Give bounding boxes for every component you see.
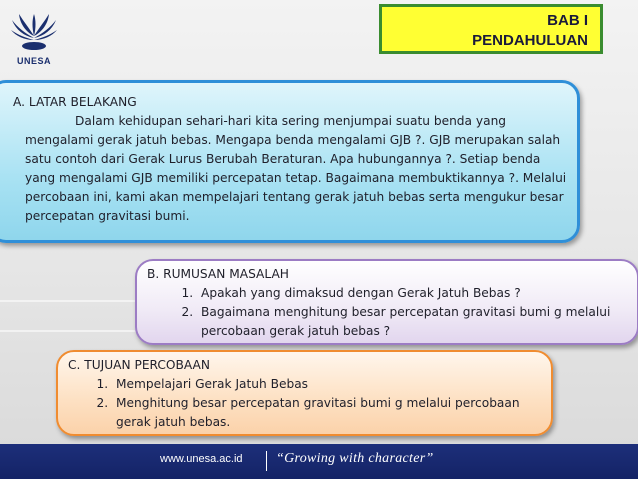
- section-heading: A. LATAR BELAKANG: [13, 95, 137, 109]
- footer-divider: [266, 451, 267, 471]
- unesa-logo: [10, 6, 58, 76]
- chapter-title-box: [379, 4, 603, 54]
- section-heading: B. RUMUSAN MASALAH: [147, 267, 289, 281]
- section-heading: C. TUJUAN PERCOBAAN: [68, 358, 210, 372]
- footer-tagline: “Growing with character”: [276, 451, 434, 466]
- list-item: 1. Mempelajari Gerak Jatuh Bebas: [112, 375, 541, 394]
- chapter-title: PENDAHULUAN: [472, 32, 588, 49]
- paragraph-first-line: Dalam kehidupan sehari-hari kita sering menjumpai suatu benda yang: [75, 114, 507, 128]
- paragraph-body: mengalami gerak jatuh bebas. Mengapa benda mengalami GJB ?. GJB merupakan salah satu contoh dari Gerak Lurus Berubah Beraturan. Apa hubungannya ?. Setiap benda yang mengalami GJB memiliki percepatan tetap. Bagaimana membuktikannya ?. Melalui percobaan ini, kami akan mempelajari tentang gerak jatuh bebas serta mengukur besar percepatan gravitasi bumi.: [25, 133, 567, 223]
- footer-url[interactable]: www.unesa.ac.id: [160, 453, 243, 465]
- section-latar-belakang: [0, 80, 580, 243]
- footer-bar: [0, 444, 638, 479]
- problem-list: [147, 284, 627, 341]
- list-item: 2. Menghitung besar percepatan gravitasi bumi g melalui percobaan gerak jatuh bebas.: [112, 394, 541, 432]
- unesa-emblem-icon: [10, 6, 58, 56]
- section-paragraph: [25, 112, 567, 226]
- chapter-number: BAB I: [547, 12, 588, 29]
- logo-text: UNESA: [16, 56, 51, 66]
- list-item: 2. Bagaimana menghitung besar percepatan gravitasi bumi g melalui percobaan gerak jatuh bebas ?: [197, 303, 627, 341]
- objective-list: [68, 375, 541, 432]
- section-tujuan-percobaan: [56, 350, 553, 436]
- section-rumusan-masalah: [135, 259, 638, 345]
- list-item: 1. Apakah yang dimaksud dengan Gerak Jatuh Bebas ?: [197, 284, 627, 303]
